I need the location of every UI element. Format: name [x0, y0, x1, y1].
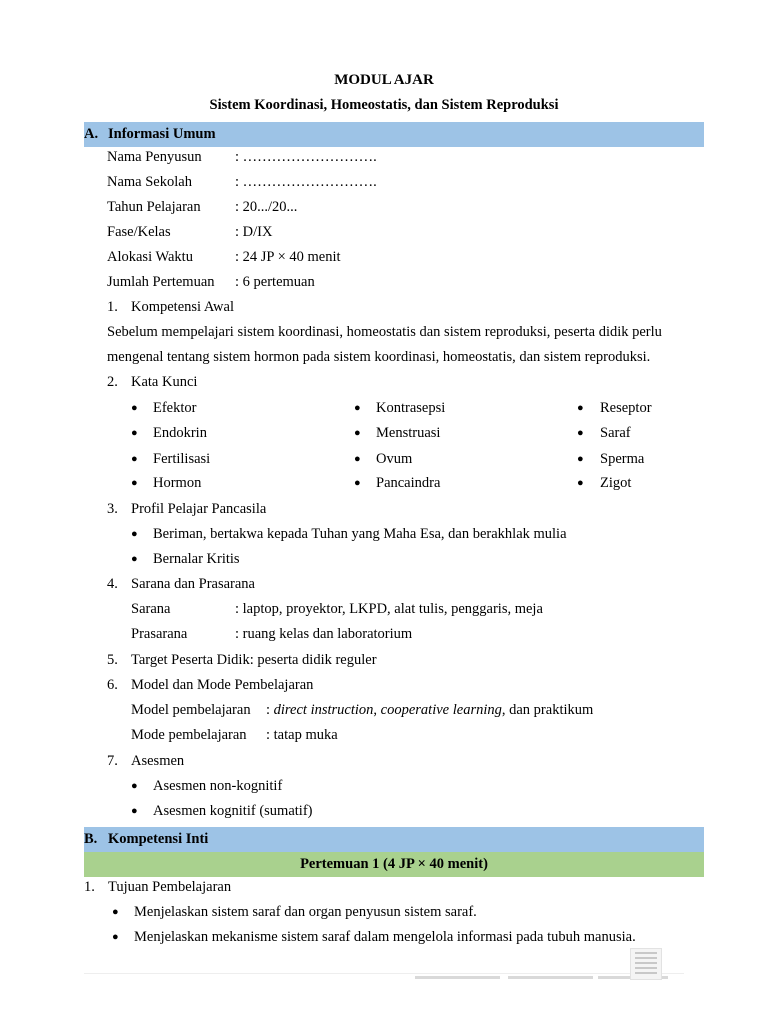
bullet-icon: ● [577, 453, 584, 465]
info-label: Tahun Pelajaran [107, 199, 201, 215]
model-value [266, 700, 593, 720]
item-number: 6. [107, 677, 118, 693]
mode-label: Mode pembelajaran [131, 727, 247, 743]
keyword: Endokrin [153, 425, 207, 441]
profil-text: Bernalar Kritis [153, 551, 240, 567]
info-value: : ………………………. [235, 174, 377, 190]
item-number: 1. [84, 879, 95, 895]
keyword: Sperma [600, 451, 645, 467]
info-value: : 20.../20... [235, 199, 298, 215]
page-subtitle: Sistem Koordinasi, Homeostatis, dan Sistem Reproduksi [209, 97, 559, 113]
info-label: Nama Penyusun [107, 149, 202, 165]
info-label: Jumlah Pertemuan [107, 274, 215, 290]
section-a-header [84, 122, 704, 147]
asesmen-text: Asesmen non-kognitif [153, 778, 283, 794]
bullet-icon: ● [354, 477, 361, 489]
keyword: Saraf [600, 425, 631, 441]
info-value: : 24 JP × 40 menit [235, 249, 341, 265]
info-value: : D/IX [235, 224, 273, 240]
prasarana-label: Prasarana [131, 626, 188, 642]
item-title: Tujuan Pembelajaran [108, 879, 232, 895]
prasarana-value: : ruang kelas dan laboratorium [235, 626, 413, 642]
mode-value: : tatap muka [266, 727, 338, 743]
model-cooperative-learning: cooperative learning [380, 702, 502, 718]
item-title: Target Peserta Didik: peserta didik reguler [131, 652, 377, 668]
keyword: Kontrasepsi [376, 400, 446, 416]
faint-strip [508, 976, 593, 979]
bullet-icon: ● [354, 453, 361, 465]
keyword: Reseptor [600, 400, 652, 416]
meeting-header: Pertemuan 1 (4 JP × 40 menit) [84, 852, 704, 877]
bullet-icon: ● [131, 477, 138, 489]
item-number: 3. [107, 501, 118, 517]
model-suffix: , dan praktikum [501, 702, 594, 718]
item-number: 5. [107, 652, 118, 668]
profil-text: Beriman, bertakwa kepada Tuhan yang Maha Esa, dan berakhlak mulia [153, 526, 567, 542]
model-label: Model pembelajaran [131, 702, 251, 718]
bullet-icon: ● [131, 553, 138, 565]
bullet-icon: ● [131, 402, 138, 414]
bullet-icon: ● [131, 780, 138, 792]
info-label: Alokasi Waktu [107, 249, 193, 265]
tujuan-text: Menjelaskan sistem saraf dan organ penyusun sistem saraf. [134, 904, 477, 920]
sarana-value: : laptop, proyektor, LKPD, alat tulis, penggaris, meja [235, 601, 543, 617]
kompetensi-awal-line: Sebelum mempelajari sistem koordinasi, homeostatis dan sistem reproduksi, peserta didik perlu [107, 324, 662, 340]
model-separator: , [373, 702, 381, 718]
info-label: Fase/Kelas [107, 224, 171, 240]
bullet-icon: ● [577, 477, 584, 489]
item-number: 1. [107, 299, 118, 315]
item-number: 2. [107, 374, 118, 390]
model-direct-instruction: direct instruction [273, 702, 374, 718]
keyword: Fertilisasi [153, 451, 211, 467]
info-value: : 6 pertemuan [235, 274, 315, 290]
info-label: Nama Sekolah [107, 174, 192, 190]
page-title: MODUL AJAR [334, 72, 434, 88]
page-divider [84, 973, 684, 974]
kompetensi-awal-line: mengenal tentang sistem hormon pada sistem koordinasi, homeostatis, dan sistem reproduksi. [107, 349, 651, 365]
keyword: Efektor [153, 400, 197, 416]
keyword: Pancaindra [376, 475, 441, 491]
sarana-label: Sarana [131, 601, 171, 617]
keyword: Hormon [153, 475, 202, 491]
item-title: Kata Kunci [131, 374, 198, 390]
bullet-icon: ● [577, 402, 584, 414]
bullet-icon: ● [131, 453, 138, 465]
section-b-number: B. [84, 831, 98, 847]
bullet-icon: ● [112, 906, 119, 918]
bullet-icon: ● [131, 528, 138, 540]
item-title: Profil Pelajar Pancasila [131, 501, 267, 517]
item-title: Kompetensi Awal [131, 299, 234, 315]
bullet-icon: ● [131, 805, 138, 817]
section-a-title: Informasi Umum [108, 126, 216, 142]
section-b-header [84, 827, 704, 852]
model-prefix: : [266, 702, 274, 718]
bullet-icon: ● [354, 427, 361, 439]
tujuan-text: Menjelaskan mekanisme sistem saraf dalam mengelola informasi pada tubuh manusia. [134, 929, 636, 945]
info-value: : ………………………. [235, 149, 377, 165]
bullet-icon: ● [112, 931, 119, 943]
section-a-number: A. [84, 126, 99, 142]
bullet-icon: ● [354, 402, 361, 414]
item-number: 7. [107, 753, 118, 769]
asesmen-text: Asesmen kognitif (sumatif) [153, 803, 313, 819]
bullet-icon: ● [577, 427, 584, 439]
item-title: Sarana dan Prasarana [131, 576, 255, 592]
keyword: Ovum [376, 451, 413, 467]
document-thumbnail-icon [630, 948, 662, 980]
item-title: Asesmen [131, 753, 185, 769]
faint-strip [415, 976, 500, 979]
section-b-title: Kompetensi Inti [108, 831, 209, 847]
keyword: Zigot [600, 475, 632, 491]
keyword: Menstruasi [376, 425, 441, 441]
bullet-icon: ● [131, 427, 138, 439]
item-number: 4. [107, 576, 118, 592]
item-title: Model dan Mode Pembelajaran [131, 677, 314, 693]
